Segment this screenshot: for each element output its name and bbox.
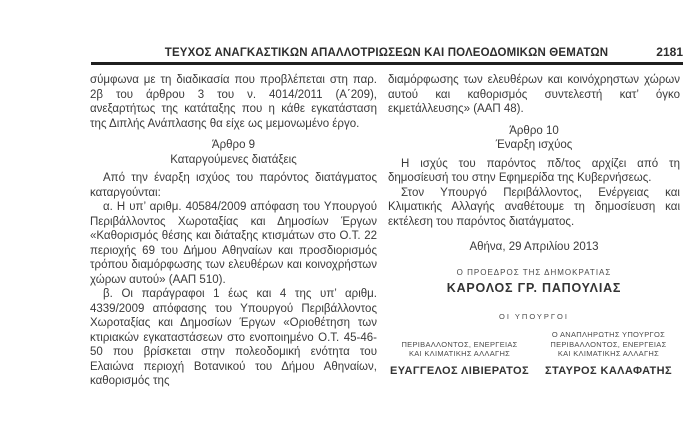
- page-header: [90, 44, 683, 59]
- minister-block: [537, 330, 680, 379]
- left-column: [90, 73, 377, 389]
- ministers-signature-row: [388, 330, 680, 379]
- header-rule: [91, 62, 683, 65]
- minister-title: Ο ΑΝΑΠΛΗΡΩΤΗΣ ΥΠΟΥΡΓΟΣ ΠΕΡΙΒΑΛΛΟΝΤΟΣ, ΕΝΕΡΓΕΙΑΣ ΚΑΙ ΚΛΙΜΑΤΙΚΗΣ ΑΛΛΑΓΗΣ: [550, 330, 667, 358]
- article-10-number: Άρθρο 10: [509, 124, 559, 137]
- minister-title: ΠΕΡΙΒΑΛΛΟΝΤΟΣ, ΕΝΕΡΓΕΙΑΣ ΚΑΙ ΚΛΙΜΑΤΙΚΗΣ ΑΛΛΑΓΗΣ: [401, 339, 518, 358]
- article-9-intro: Από την έναρξη ισχύος του παρόντος διατάγματος καταργούνται:: [90, 172, 377, 199]
- article-9-number: Άρθρο 9: [211, 139, 256, 151]
- article-9-heading: [90, 138, 377, 167]
- article-10-para-1: Η ισχύς του παρόντος πδ/τος αρχίζει από τη δημοσίευσή του στην Εφημερίδα της Κυβερνήσεως.: [388, 157, 680, 184]
- article-9-item-a: α. Η υπ’ αριθμ. 40584/2009 απόφαση του Υπουργού Περιβάλλοντος Χωροταξίας και Δημοσίων Έργων «Καθορισμός θέσης και διάταξης κτισμάτων στο Ο.Τ. 22 περιοχής 69 του Δήμου Αθηναίων και προσδιορισμός τρόπου διαμόρφωσης των ελευθέρων και κοινοχρήστων χώρων αυτού» (ΑΑΠ 510).: [90, 201, 377, 286]
- article-9-title: Καταργούμενες διατάξεις: [170, 153, 297, 166]
- article-9-item-b: β. Οι παράγραφοι 1 έως και 4 της υπ’ αριθμ. 4339/2009 απόφασης του Υπουργού Περιβάλλοντος Χωροταξίας και Δημοσίων Έργων «Οριοθέτηση των κτιριακών εγκαταστάσεων στο ενοποιημένο Ο.Τ. 45-46-50 που βρίσκεται στην πολεοδομική ενότητα του Ελαιώνα περιοχή Βοτανικού του Δήμου Αθηναίων, καθορισμός της: [90, 288, 377, 387]
- president-signature-block: [388, 268, 680, 296]
- dateline: Αθήνα, 29 Απριλίου 2013: [469, 241, 599, 253]
- paragraph-continuation: σύμφωνα με τη διαδικασία που προβλέπεται στη παρ. 2β του άρθρου 3 του ν. 4014/2011 (Α΄209), ανεξαρτήτως της κατάταξης που η κάθε εγκατάσταση της Διπλής Ανάπλασης θα είχε ως μεμονωμένο έργο.: [90, 74, 377, 130]
- president-name: ΚΑΡΟΛΟΣ ΓΡ. ΠΑΠΟΥΛΙΑΣ: [446, 280, 622, 295]
- minister-name: ΣΤΑΥΡΟΣ ΚΑΛΑΦΑΤΗΣ: [544, 364, 672, 377]
- minister-name: ΕΥΑΓΓΕΛΟΣ ΛΙΒΙΕΡΑΤΟΣ: [390, 364, 530, 377]
- article-10-heading: [388, 124, 680, 153]
- article-10-para-2: Στον Υπουργό Περιβάλλοντος, Ενέργειας και Κλιματικής Αλλαγής αναθέτουμε τη δημοσίευση και εκτέλεση του παρόντος διατάγματος.: [388, 186, 680, 228]
- minister-block: [388, 330, 531, 379]
- ministers-heading: ΟΙ ΥΠΟΥΡΓΟΙ: [499, 311, 569, 321]
- page-number: 2181: [656, 45, 683, 59]
- president-title: Ο ΠΡΟΕΔΡΟΣ ΤΗΣ ΔΗΜΟΚΡΑΤΙΑΣ: [456, 267, 612, 277]
- article-10-title: Έναρξη ισχύος: [495, 139, 573, 151]
- paragraph-continuation: διαμόρφωσης των ελευθέρων και κοινόχρηστων χώρων αυτού και καθορισμός συντελεστή κατ’ όγκο εκμετάλλευσης» (ΑΑΠ 48).: [388, 74, 680, 115]
- right-column: [388, 73, 680, 378]
- page-header-title: ΤΕΥΧΟΣ ΑΝΑΓΚΑΣΤΙΚΩΝ ΑΠΑΛΛΟΤΡΙΩΣΕΩΝ ΚΑΙ ΠΟΛΕΟΔΟΜΙΚΩΝ ΘΕΜΑΤΩΝ: [164, 47, 609, 59]
